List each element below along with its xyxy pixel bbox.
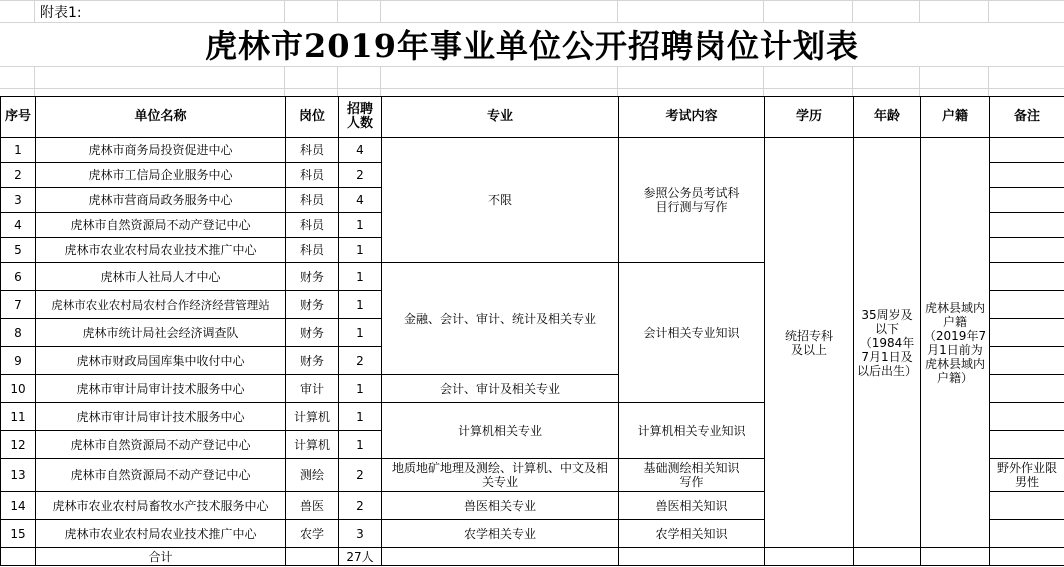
cell-empty <box>382 548 619 566</box>
cell-count: 1 <box>339 375 382 403</box>
header-unit: 单位名称 <box>36 97 286 138</box>
cell-seq: 12 <box>1 431 36 459</box>
cell-post: 测绘 <box>286 459 339 492</box>
cell-education: 统招专科及以上 <box>765 138 854 548</box>
header-major: 专业 <box>382 97 619 138</box>
cell-seq: 13 <box>1 459 36 492</box>
cell-note <box>990 319 1064 347</box>
cell-note <box>990 492 1064 520</box>
cell-post: 财务 <box>286 319 339 347</box>
cell-seq: 9 <box>1 347 36 375</box>
cell-unit: 虎林市农业农村局畜牧水产技术服务中心 <box>36 492 286 520</box>
cell-unit: 虎林市自然资源局不动产登记中心 <box>36 431 286 459</box>
page-title: 虎林市2019年事业单位公开招聘岗位计划表 <box>204 27 860 65</box>
cell-major-vet: 兽医相关专业 <box>382 492 619 520</box>
cell-exam-computer: 计算机相关专业知识 <box>619 403 765 459</box>
cell-note <box>990 163 1064 188</box>
cell-empty <box>1 548 36 566</box>
cell-count: 1 <box>339 238 382 263</box>
cell-note <box>990 403 1064 431</box>
total-label: 合计 <box>36 548 286 566</box>
cell-seq: 1 <box>1 138 36 163</box>
cell-seq: 2 <box>1 163 36 188</box>
cell-exam-vet: 兽医相关知识 <box>619 492 765 520</box>
header-seq: 序号 <box>1 97 36 138</box>
cell-note-13: 野外作业限男性 <box>990 459 1064 492</box>
cell-count: 1 <box>339 319 382 347</box>
cell-count: 2 <box>339 347 382 375</box>
cell-seq: 14 <box>1 492 36 520</box>
cell-seq: 11 <box>1 403 36 431</box>
cell-empty <box>854 548 921 566</box>
cell-seq: 7 <box>1 291 36 319</box>
cell-note <box>990 138 1064 163</box>
cell-unit: 虎林市商务局投资促进中心 <box>36 138 286 163</box>
table-row <box>1 138 1064 163</box>
cell-unit: 虎林市农业农村局农村合作经济经营管理站 <box>36 291 286 319</box>
cell-post: 科员 <box>286 163 339 188</box>
cell-post: 计算机 <box>286 431 339 459</box>
cell-count: 1 <box>339 291 382 319</box>
header-age: 年龄 <box>854 97 921 138</box>
cell-exam-civil: 参照公务员考试科目行测与写作 <box>619 138 765 263</box>
cell-seq: 4 <box>1 213 36 238</box>
cell-major-finance: 金融、会计、审计、统计及相关专业 <box>382 263 619 375</box>
cell-seq: 6 <box>1 263 36 291</box>
header-row <box>1 97 1064 138</box>
cell-major-survey: 地质地矿地理及测绘、计算机、中文及相关专业 <box>382 459 619 492</box>
cell-count: 2 <box>339 459 382 492</box>
cell-empty <box>921 548 990 566</box>
cell-empty <box>619 548 765 566</box>
cell-post: 科员 <box>286 188 339 213</box>
cell-count: 2 <box>339 163 382 188</box>
cell-count: 1 <box>339 213 382 238</box>
cell-seq: 15 <box>1 520 36 548</box>
header-hukou: 户籍 <box>921 97 990 138</box>
cell-count: 1 <box>339 263 382 291</box>
cell-unit: 虎林市农业农村局农业技术推广中心 <box>36 520 286 548</box>
cell-unit: 虎林市人社局人才中心 <box>36 263 286 291</box>
cell-unit: 虎林市营商局政务服务中心 <box>36 188 286 213</box>
cell-count: 4 <box>339 188 382 213</box>
cell-exam-accounting: 会计相关专业知识 <box>619 263 765 403</box>
cell-seq: 3 <box>1 188 36 213</box>
cell-major-computer: 计算机相关专业 <box>382 403 619 459</box>
cell-note <box>990 213 1064 238</box>
cell-note <box>990 291 1064 319</box>
cell-post: 财务 <box>286 291 339 319</box>
cell-empty <box>286 548 339 566</box>
cell-note <box>990 375 1064 403</box>
cell-exam-survey: 基础测绘相关知识写作 <box>619 459 765 492</box>
cell-unit: 虎林市统计局社会经济调查队 <box>36 319 286 347</box>
cell-note <box>990 431 1064 459</box>
header-exam: 考试内容 <box>619 97 765 138</box>
cell-note <box>990 238 1064 263</box>
total-row <box>1 548 1064 566</box>
cell-age: 35周岁及以下（1984年7月1日及以后出生） <box>854 138 921 548</box>
cell-count: 3 <box>339 520 382 548</box>
cell-post: 财务 <box>286 347 339 375</box>
cell-seq: 8 <box>1 319 36 347</box>
cell-post: 计算机 <box>286 403 339 431</box>
cell-post: 财务 <box>286 263 339 291</box>
cell-count: 2 <box>339 492 382 520</box>
cell-empty <box>990 548 1064 566</box>
cell-major-agri: 农学相关专业 <box>382 520 619 548</box>
total-value: 27人 <box>339 548 382 566</box>
cell-note <box>990 520 1064 548</box>
cell-post: 科员 <box>286 138 339 163</box>
header-edu: 学历 <box>765 97 854 138</box>
cell-post: 科员 <box>286 213 339 238</box>
recruitment-plan-table <box>0 96 1064 566</box>
cell-major-audit: 会计、审计及相关专业 <box>382 375 619 403</box>
cell-count: 1 <box>339 431 382 459</box>
cell-seq: 5 <box>1 238 36 263</box>
cell-unit: 虎林市自然资源局不动产登记中心 <box>36 213 286 238</box>
header-count: 招聘人数 <box>339 97 382 138</box>
cell-empty <box>765 548 854 566</box>
cell-post: 兽医 <box>286 492 339 520</box>
cell-exam-agri: 农学相关知识 <box>619 520 765 548</box>
cell-post: 科员 <box>286 238 339 263</box>
cell-unit: 虎林市农业农村局农业技术推广中心 <box>36 238 286 263</box>
cell-count: 1 <box>339 403 382 431</box>
cell-hukou: 虎林县域内户籍（2019年7月1日前为虎林县域内户籍） <box>921 138 990 548</box>
cell-count: 4 <box>339 138 382 163</box>
cell-unit: 虎林市审计局审计技术服务中心 <box>36 403 286 431</box>
attachment-label: 附表1: <box>40 5 82 21</box>
cell-note <box>990 263 1064 291</box>
cell-major-unlimited: 不限 <box>382 138 619 263</box>
cell-seq: 10 <box>1 375 36 403</box>
cell-unit: 虎林市工信局企业服务中心 <box>36 163 286 188</box>
cell-unit: 虎林市审计局审计技术服务中心 <box>36 375 286 403</box>
cell-post: 审计 <box>286 375 339 403</box>
header-note: 备注 <box>990 97 1064 138</box>
cell-note <box>990 188 1064 213</box>
cell-unit: 虎林市自然资源局不动产登记中心 <box>36 459 286 492</box>
cell-post: 农学 <box>286 520 339 548</box>
cell-note <box>990 347 1064 375</box>
header-post: 岗位 <box>286 97 339 138</box>
cell-unit: 虎林市财政局国库集中收付中心 <box>36 347 286 375</box>
